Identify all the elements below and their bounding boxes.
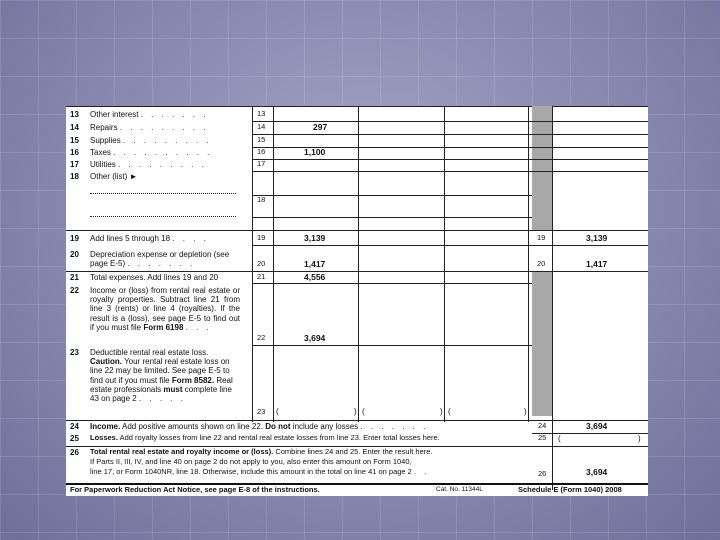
- line-label: Income. Add positive amounts shown on line 22. Do not include any losses . . . . . . .: [90, 422, 429, 431]
- line-box: 23: [257, 407, 266, 416]
- line-box: 22: [257, 333, 266, 342]
- line-number: 17: [70, 160, 79, 169]
- line-13-row: [66, 110, 648, 121]
- other-list-line-2: [90, 216, 236, 217]
- line-20-row: [66, 250, 648, 272]
- line-label: Repairs . . . . . . . . .: [90, 123, 209, 132]
- rule: [66, 230, 648, 231]
- line-box: 13: [257, 109, 266, 118]
- rule: [252, 195, 532, 196]
- line-box: 20: [257, 259, 266, 268]
- rule: [66, 271, 648, 272]
- rule: [252, 245, 648, 246]
- line-19-amount: 3,139: [304, 233, 326, 243]
- line-label: Add lines 5 through 18 . . . .: [90, 234, 209, 243]
- line-number: 16: [70, 148, 79, 157]
- paren-close: ): [354, 407, 357, 416]
- footer-form-title: Schedule E (Form 1040) 2008: [518, 485, 622, 494]
- form-footer: [66, 486, 648, 496]
- other-list-line-1: [90, 193, 236, 194]
- paren-open: (: [362, 407, 365, 416]
- line-18-row: [66, 172, 648, 228]
- line-number: 18: [70, 172, 79, 181]
- line-16-amount: 1,100: [304, 147, 326, 157]
- line-label: If Parts II, III, IV, and line 40 on page 2 do not apply to you, also enter this amount on Form 1040,: [90, 457, 412, 466]
- line-14-amount: 297: [313, 122, 328, 132]
- footer-cat-no: Cat. No. 11344L: [436, 486, 483, 493]
- line-label: Other (list) ►: [90, 172, 138, 181]
- paren-close: ): [638, 434, 641, 443]
- line-label: line 17, or Form 1040NR, line 18. Otherwise, include this amount in the total on line 41 on page 2 . .: [90, 467, 430, 476]
- line-label: Other interest . . . . . . .: [90, 110, 209, 119]
- line-number: 26: [70, 448, 79, 457]
- line-16-row: [66, 148, 648, 159]
- line-box: 14: [257, 122, 266, 131]
- line-label: Taxes . . . . . . . . . .: [90, 148, 213, 157]
- line-box: 19: [257, 233, 266, 242]
- line-number: 15: [70, 136, 79, 145]
- line-26-amount: 3,694: [586, 467, 608, 477]
- line-26-row: [66, 448, 648, 482]
- rule: [252, 345, 532, 346]
- line-box: 16: [257, 147, 266, 156]
- line-number: 21: [70, 273, 79, 282]
- line-box: 18: [257, 195, 266, 204]
- line-label: Depreciation expense or depletion (see page E-5) . . . . . . .: [90, 250, 230, 269]
- line-box: 15: [257, 135, 266, 144]
- line-number: 24: [70, 422, 79, 431]
- paren-open: (: [448, 407, 451, 416]
- line-number: 25: [70, 434, 79, 443]
- line-label: Supplies . . . . . . . . .: [90, 136, 212, 145]
- line-24-row: [66, 422, 648, 433]
- line-number: 22: [70, 286, 79, 295]
- line-22-amount: 3,694: [304, 333, 326, 343]
- line-label: Total rental real estate and royalty income or (loss). Combine lines 24 and 25. Enter the result here.: [90, 447, 433, 456]
- line-22-row: [66, 286, 648, 344]
- line-21-amount: 4,556: [304, 272, 326, 282]
- line-25-row: [66, 434, 648, 445]
- line-20-amount: 1,417: [304, 259, 326, 269]
- line-24-amount: 3,694: [586, 421, 608, 431]
- line-number: 19: [70, 234, 79, 243]
- paren-close: ): [524, 407, 527, 416]
- right-line-box: 26: [538, 469, 547, 478]
- line-box: 21: [257, 272, 266, 281]
- rule: [252, 217, 532, 218]
- right-line-box: 20: [537, 259, 546, 268]
- line-20-total: 1,417: [586, 259, 608, 269]
- right-line-box: 19: [537, 233, 546, 242]
- line-label: Income or (loss) from rental real estate or royalty properties. Subtract line 21 from line 3 (rents) or line 4 (royalties). If the result is a (loss), see page E-5 to find out if you must file Form 6198 . . .: [90, 286, 240, 332]
- schedule-e-form: [66, 106, 648, 496]
- line-number: 23: [70, 348, 79, 357]
- rule: [252, 283, 532, 284]
- line-23-row: [66, 348, 648, 420]
- line-label: Losses. Add royalty losses from line 22 and rental real estate losses from line 23. Enter total losses here.: [90, 433, 440, 442]
- line-label: Deductible rental real estate loss. Caution. Your rental real estate loss on line 22 may be limited. See page E-5 to find out if you must file Form 8582. Real estate professionals must complete line 43 on page 2 . . . . .: [90, 348, 233, 403]
- paren-close: ): [440, 407, 443, 416]
- line-14-row: [66, 123, 648, 134]
- top-rule: [66, 106, 648, 107]
- paren-open: (: [276, 407, 279, 416]
- line-number: 14: [70, 123, 79, 132]
- rule: [252, 121, 648, 122]
- right-line-box: 24: [538, 421, 547, 430]
- line-number: 20: [70, 250, 79, 259]
- line-15-row: [66, 136, 648, 147]
- paren-open: (: [558, 434, 561, 443]
- line-number: 13: [70, 110, 79, 119]
- rule: [66, 420, 648, 421]
- line-label: Utilities . . . . . . . . .: [90, 160, 207, 169]
- line-19-total: 3,139: [586, 233, 608, 243]
- line-label: Total expenses. Add lines 19 and 20: [90, 273, 219, 282]
- rule: [252, 134, 648, 135]
- footer-paperwork-notice: For Paperwork Reduction Act Notice, see page E-8 of the instructions.: [70, 485, 320, 494]
- right-line-box: 25: [538, 433, 547, 442]
- line-box: 17: [257, 159, 266, 168]
- line-17-row: [66, 160, 648, 171]
